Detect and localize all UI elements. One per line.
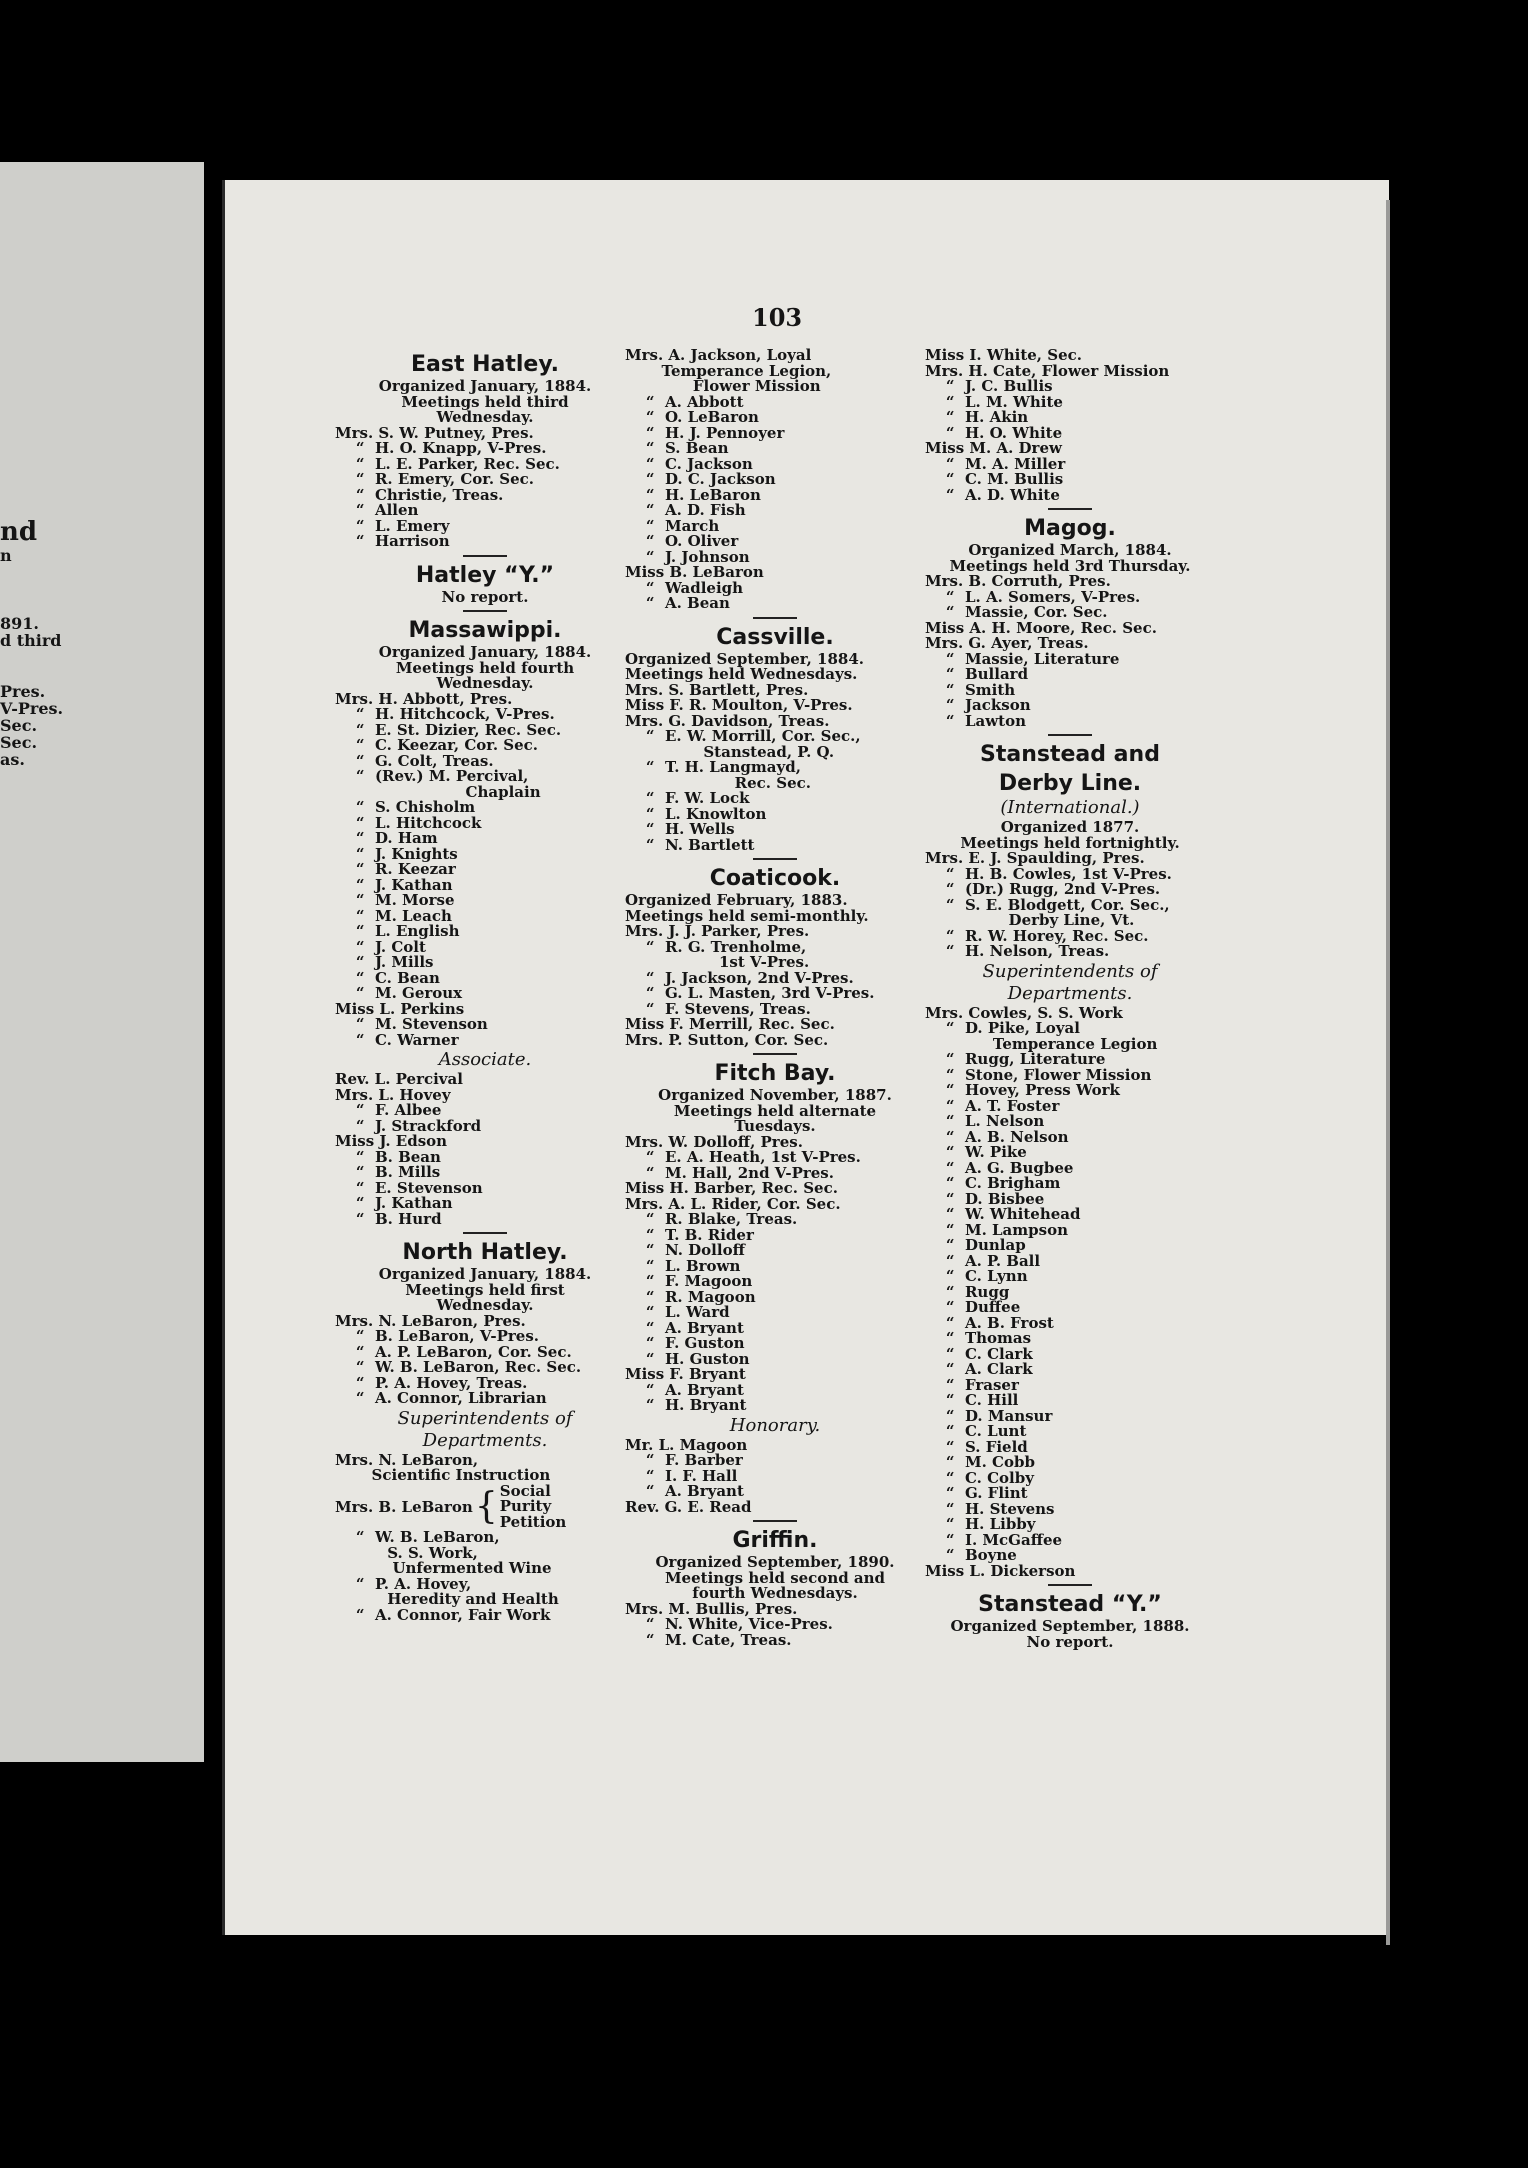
member-entry: “ N. Bartlett (625, 835, 755, 854)
meeting-info: Meetings held alternate (673, 1101, 877, 1120)
member-entry: “ C. Colby (925, 1468, 1034, 1487)
member-entry: “ A. B. Frost (925, 1313, 1054, 1332)
member-entry: “ F. Barber (625, 1451, 743, 1469)
member-entry: “ C. Clark (925, 1344, 1033, 1363)
section-divider (463, 1232, 507, 1234)
member-entry: “ Thomas (925, 1329, 1032, 1347)
member-entry: “ Massie, Literature (925, 649, 1120, 668)
member-entry: “ R. Keezar (335, 860, 456, 878)
member-entry: Mr. L. Magoon (625, 1435, 748, 1454)
branch-heading: East Hatley. (410, 352, 560, 377)
member-entry: Mrs. Cowles, S. S. Work (925, 1003, 1123, 1022)
member-entry: “ J. C. Bullis (925, 377, 1053, 395)
column-right (925, 348, 1215, 1650)
member-entry: “ H. B. Cowles, 1st V-Pres. (925, 864, 1172, 883)
member-entry: Stanstead, P. Q. (625, 742, 835, 761)
prev-page-line-fragment (0, 666, 63, 683)
member-entry: “ W. B. LeBaron, Rec. Sec. (335, 1358, 582, 1376)
meeting-info: Meetings held second and (664, 1568, 886, 1587)
member-entry: “ M. A. Miller (925, 454, 1066, 473)
member-entry: “ H. LeBaron (625, 485, 761, 504)
branch-heading: Coaticook. (709, 866, 841, 891)
member-entry: Chaplain (335, 782, 541, 801)
member-entry: “ I. McGaffee (925, 1530, 1063, 1549)
member-entry: “ W. B. LeBaron, (335, 1528, 500, 1546)
subheading: Superintendents of (397, 1407, 573, 1429)
member-entry: “ O. Oliver (625, 532, 739, 550)
member-entry: “ L. English (335, 922, 460, 940)
member-entry: “ A. G. Bugbee (925, 1158, 1074, 1177)
member-entry: “ R. G. Trenholme, (625, 937, 807, 956)
member-entry: “ C. Keezar, Cor. Sec. (335, 736, 539, 754)
member-entry: “ C. Hill (925, 1391, 1019, 1409)
section-divider (753, 617, 797, 619)
member-entry: “ A. Bean (625, 594, 730, 612)
prev-page-line-fragment: Sec. (0, 733, 38, 752)
member-entry: “ J. Johnson (625, 547, 750, 566)
meeting-info: No report. (1026, 1632, 1114, 1651)
member-entry: “ L. Hitchcock (335, 813, 482, 832)
member-entry: “ Bullard (925, 665, 1029, 683)
member-entry: “ D. C. Jackson (625, 470, 776, 488)
member-entry: “ C. Bean (335, 968, 440, 987)
member-entry: “ Dunlap (925, 1236, 1026, 1254)
member-entry: “ L. Brown (625, 1256, 741, 1275)
brace-items: Social Purity Petition (499, 1481, 567, 1531)
member-entry: Mrs. B. Corruth, Pres. (925, 572, 1111, 590)
member-entry: Meetings held semi-monthly. (625, 906, 869, 925)
member-entry: “ D. Mansur (925, 1406, 1053, 1425)
member-entry: Miss A. H. Moore, Rec. Sec. (925, 618, 1157, 637)
member-entry: Mrs. G. Ayer, Treas. (925, 634, 1089, 652)
member-entry: Organized February, 1883. (625, 891, 848, 909)
member-entry: Mrs. J. J. Parker, Pres. (625, 922, 810, 940)
member-entry: “ R. Blake, Treas. (625, 1210, 798, 1228)
member-entry: “ H. Nelson, Treas. (925, 942, 1110, 960)
meeting-info: fourth Wednesdays. (692, 1584, 858, 1602)
member-entry: “ C. Warner (335, 1030, 459, 1049)
prev-page-line-fragment: d third (0, 631, 62, 650)
member-entry: “ B. Bean (335, 1147, 441, 1166)
meeting-info: Meetings held third (401, 392, 569, 411)
branch-heading: Magog. (1024, 516, 1116, 541)
subheading: Associate. (438, 1049, 532, 1070)
meeting-info: Organized March, 1884. (968, 541, 1172, 559)
meeting-info: Organized January, 1884. (378, 643, 592, 661)
member-entry: “ J. Kathan (335, 875, 453, 894)
member-entry: “ B. Hurd (335, 1209, 442, 1228)
brace-group (335, 1481, 635, 1531)
member-entry: Miss F. Bryant (625, 1365, 746, 1383)
member-entry: “ A. Bryant (625, 1482, 744, 1500)
member-entry: “ I. F. Hall (625, 1466, 738, 1485)
member-entry: “ H. Hitchcock, V-Pres. (335, 705, 555, 723)
member-entry: “ A. Connor, Fair Work (335, 1605, 551, 1624)
member-entry: “ L. A. Somers, V-Pres. (925, 587, 1141, 606)
member-entry: “ A. P. Ball (925, 1251, 1041, 1270)
member-entry: “ H. Wells (625, 820, 735, 838)
subheading: Superintendents of (982, 960, 1158, 982)
prev-page-heading-fragment: nd (0, 517, 38, 547)
prev-page-line-fragment (0, 649, 63, 666)
member-entry: “ Jackson (925, 696, 1031, 714)
member-entry: “ Harrison (335, 532, 450, 550)
member-entry: “ A. Connor, Librarian (335, 1389, 547, 1407)
brace-label: Mrs. B. LeBaron (335, 1497, 473, 1516)
prev-page-line-fragment: V-Pres. (0, 699, 64, 718)
member-entry: “ L. Emery (335, 516, 450, 535)
member-entry: “ Wadleigh (625, 578, 744, 597)
member-entry: Meetings held Wednesdays. (625, 665, 858, 683)
meeting-info: Organized September, 1890. (655, 1553, 895, 1571)
member-entry: “ L. Ward (625, 1303, 730, 1321)
member-entry: Mrs. S. Bartlett, Pres. (625, 680, 809, 699)
branch-heading: Stanstead and (980, 742, 1160, 767)
member-entry: “ R. W. Horey, Rec. Sec. (925, 926, 1149, 945)
member-entry: “ A. Clark (925, 1360, 1033, 1378)
member-entry: Rev. G. E. Read (625, 1497, 752, 1516)
member-entry: “ L. Nelson (925, 1112, 1045, 1130)
member-entry: Mrs. P. Sutton, Cor. Sec. (625, 1030, 829, 1049)
member-entry: “ H. Guston (625, 1349, 750, 1368)
section-divider (753, 1053, 797, 1055)
subheading: Honorary. (729, 1414, 821, 1436)
member-entry: “ A. Bryant (625, 1380, 744, 1399)
member-entry: “ M. Stevenson (335, 1015, 488, 1033)
member-entry: “ Duffee (925, 1298, 1021, 1316)
member-entry: “ S. Bean (625, 439, 729, 457)
member-entry: “ J. Kathan (335, 1194, 453, 1212)
member-entry: Mrs. E. J. Spaulding, Pres. (925, 849, 1145, 867)
member-entry: “ Allen (335, 501, 419, 519)
subheading: (International.) (1000, 797, 1140, 818)
member-entry: Miss J. Edson (335, 1132, 448, 1150)
member-entry: “ A. Bryant (625, 1318, 744, 1337)
member-entry: “ Smith (925, 680, 1016, 699)
member-entry: “ L. M. White (925, 392, 1063, 411)
member-entry: Mrs. A. L. Rider, Cor. Sec. (625, 1194, 841, 1213)
member-entry: “ C. Jackson (625, 454, 753, 473)
member-entry: “ M. Lampson (925, 1220, 1068, 1239)
member-entry: “ T. H. Langmayd, (625, 758, 801, 776)
member-entry: “ F. Albee (335, 1101, 442, 1119)
member-entry: “ H. O. Knapp, V-Pres. (335, 439, 547, 457)
section-divider (1048, 1584, 1092, 1586)
member-entry: Scientific Instruction (335, 1466, 551, 1484)
branch-heading: Massawippi. (408, 618, 562, 643)
member-entry: “ F. Magoon (625, 1272, 753, 1290)
member-entry: Miss F. Merrill, Rec. Sec. (625, 1015, 835, 1033)
member-entry: “ R. Emery, Cor. Sec. (335, 470, 534, 488)
member-entry: Miss F. R. Moulton, V-Pres. (625, 696, 853, 714)
member-entry: “ Rugg, Literature (925, 1050, 1106, 1068)
meeting-info: No report. (441, 587, 529, 606)
member-entry: “ H. J. Pennoyer (625, 423, 785, 442)
brace-symbol: { (474, 1485, 498, 1527)
member-entry: “ A. D. White (925, 485, 1060, 504)
member-entry: “ B. LeBaron, V-Pres. (335, 1327, 539, 1345)
prev-page-line-fragment: as. (0, 750, 25, 769)
member-entry: “ P. A. Hovey, (335, 1574, 472, 1593)
previous-page-text-fragment (0, 517, 63, 768)
member-entry: “ H. O. White (925, 423, 1063, 442)
member-entry: “ L. Knowlton (625, 804, 767, 823)
member-entry: “ J. Knights (335, 844, 458, 863)
meeting-info: Meetings held fortnightly. (960, 833, 1180, 852)
member-entry: “ F. W. Lock (625, 789, 750, 807)
member-entry: “ S. Chisholm (335, 798, 476, 816)
section-divider (463, 610, 507, 612)
member-entry: “ E. A. Heath, 1st V-Pres. (625, 1148, 861, 1166)
member-entry: “ C. Brigham (925, 1174, 1061, 1192)
prev-page-line-fragment: Pres. (0, 682, 46, 701)
member-entry: “ F. Guston (625, 1334, 745, 1352)
member-entry: “ M. Cate, Treas. (625, 1630, 792, 1649)
member-entry: Miss M. A. Drew (925, 439, 1062, 457)
page-edge-shadow (1386, 200, 1390, 1945)
member-entry: “ T. B. Rider (625, 1225, 754, 1244)
branch-heading: Fitch Bay. (714, 1061, 836, 1086)
member-entry: “ N. Dolloff (625, 1241, 745, 1259)
member-entry: “ C. Lunt (925, 1422, 1027, 1440)
member-entry: “ W. Pike (925, 1143, 1027, 1161)
member-entry: “ S. E. Blodgett, Cor. Sec., (925, 895, 1170, 914)
prev-page-line-fragment: n (0, 546, 12, 565)
member-entry: “ A. Abbott (625, 392, 744, 411)
meeting-info: Meetings held fourth (395, 658, 575, 677)
member-entry: “ M. Leach (335, 906, 452, 925)
member-entry: Derby Line, Vt. (925, 911, 1135, 929)
member-entry: “ F. Stevens, Treas. (625, 999, 811, 1018)
member-entry: Mrs. W. Dolloff, Pres. (625, 1132, 803, 1151)
meeting-info: Tuesdays. (734, 1117, 816, 1135)
member-entry: Mrs. H. Cate, Flower Mission (925, 361, 1170, 380)
section-divider (753, 858, 797, 860)
member-entry: Mrs. A. Jackson, Loyal (625, 346, 812, 364)
member-entry: Temperance Legion (925, 1034, 1158, 1053)
member-entry: “ Stone, Flower Mission (925, 1065, 1152, 1084)
member-entry: “ P. A. Hovey, Treas. (335, 1373, 528, 1392)
member-entry: “ O. LeBaron (625, 408, 759, 426)
branch-heading: Griffin. (732, 1528, 818, 1553)
prev-page-line-fragment (0, 581, 63, 598)
member-entry: “ M. Geroux (335, 984, 463, 1002)
member-entry: “ G. Colt, Treas. (335, 751, 494, 770)
member-entry: “ L. E. Parker, Rec. Sec. (335, 454, 560, 473)
member-entry: Miss L. Dickerson (925, 1561, 1076, 1580)
member-entry: “ D. Ham (335, 829, 438, 847)
member-entry: Miss I. White, Sec. (925, 346, 1082, 364)
member-entry: “ H. Libby (925, 1515, 1036, 1533)
member-entry: Temperance Legion, (625, 361, 832, 380)
meeting-info: Wednesday. (436, 674, 534, 692)
member-entry: “ M. Cobb (925, 1453, 1035, 1471)
member-entry: “ D. Pike, Loyal (925, 1019, 1080, 1037)
meeting-info: Organized January, 1884. (378, 377, 592, 395)
prev-page-line-fragment: 891. (0, 614, 39, 633)
branch-heading: Cassville. (716, 624, 834, 650)
member-entry: Mrs. M. Bullis, Pres. (625, 1599, 798, 1618)
prev-page-line-fragment (0, 564, 63, 581)
member-entry: Miss B. LeBaron (625, 563, 764, 581)
page-number: 103 (752, 303, 803, 332)
member-entry: “ J. Mills (335, 953, 434, 971)
member-entry: Mrs. L. Hovey (335, 1085, 451, 1104)
meeting-info: Organized January, 1884. (378, 1265, 592, 1283)
member-entry: “ (Dr.) Rugg, 2nd V-Pres. (925, 880, 1161, 898)
member-entry: “ E. St. Dizier, Rec. Sec. (335, 720, 562, 739)
member-entry: “ J. Strackford (335, 1116, 482, 1135)
meeting-info: Meetings held 3rd Thursday. (949, 556, 1191, 575)
member-entry: Miss L. Perkins (335, 999, 465, 1018)
member-entry: “ S. Field (925, 1437, 1028, 1456)
member-entry: “ J. Jackson, 2nd V-Pres. (625, 968, 854, 987)
meeting-info: Organized November, 1887. (658, 1086, 892, 1104)
section-divider (463, 555, 507, 557)
member-entry: S. S. Work, (335, 1543, 478, 1562)
member-entry: “ E. W. Morrill, Cor. Sec., (625, 727, 861, 745)
meeting-info: Wednesday. (436, 408, 534, 426)
meeting-info: Organized September, 1888. (950, 1617, 1190, 1635)
member-entry: Rev. L. Percival (335, 1070, 463, 1088)
member-entry: Flower Mission (625, 377, 821, 395)
member-entry: “ M. Hall, 2nd V-Pres. (625, 1163, 834, 1182)
column-left (335, 348, 635, 1623)
member-entry: “ Christie, Treas. (335, 485, 504, 504)
member-entry: “ M. Morse (335, 891, 455, 909)
member-entry: “ R. Magoon (625, 1287, 756, 1306)
meeting-info: Wednesday. (436, 1296, 534, 1314)
member-entry: “ C. Lynn (925, 1267, 1028, 1285)
meeting-info: Organized 1877. (1000, 818, 1140, 836)
member-entry: “ (Rev.) M. Percival, (335, 767, 529, 785)
branch-heading: Stanstead “Y.” (978, 1592, 1162, 1617)
previous-page-edge (0, 162, 204, 1762)
member-entry: Mrs. S. W. Putney, Pres. (335, 423, 534, 442)
subheading: Departments. (422, 1429, 548, 1451)
branch-heading: Derby Line. (998, 771, 1142, 796)
member-entry: “ A. P. LeBaron, Cor. Sec. (335, 1342, 572, 1361)
member-entry: “ E. Stevenson (335, 1178, 483, 1197)
section-divider (1048, 734, 1092, 736)
member-entry: Unfermented Wine (335, 1559, 552, 1577)
member-entry: “ D. Bisbee (925, 1189, 1045, 1208)
member-entry: Organized September, 1884. (625, 649, 865, 668)
member-entry: “ W. Whitehead (925, 1205, 1081, 1223)
member-entry: “ A. D. Fish (625, 501, 746, 519)
branch-heading: Hatley “Y.” (415, 562, 555, 588)
member-entry: “ N. White, Vice-Pres. (625, 1615, 833, 1633)
column-middle (625, 348, 925, 1648)
member-entry: “ H. Bryant (625, 1396, 747, 1414)
member-entry: “ C. M. Bullis (925, 470, 1064, 488)
member-entry: “ G. Flint (925, 1484, 1028, 1502)
member-entry: “ A. B. Nelson (925, 1127, 1069, 1146)
meeting-info: Meetings held first (405, 1280, 565, 1299)
member-entry: “ Boyne (925, 1546, 1017, 1564)
member-entry: “ March (625, 516, 720, 535)
member-entry: “ H. Stevens (925, 1499, 1055, 1518)
member-entry: “ A. T. Foster (925, 1096, 1060, 1115)
member-entry: “ Fraser (925, 1375, 1019, 1394)
section-divider (753, 1520, 797, 1522)
member-entry: Miss H. Barber, Rec. Sec. (625, 1179, 838, 1197)
prev-page-line-fragment: Sec. (0, 716, 38, 735)
member-entry: “ G. L. Masten, 3rd V-Pres. (625, 984, 875, 1002)
member-entry: “ B. Mills (335, 1163, 441, 1181)
member-entry: “ Massie, Cor. Sec. (925, 603, 1108, 621)
member-entry: Mrs. H. Abbott, Pres. (335, 689, 513, 708)
branch-heading: North Hatley. (402, 1240, 568, 1265)
member-entry: “ Hovey, Press Work (925, 1081, 1120, 1099)
member-entry: 1st V-Pres. (625, 953, 810, 971)
member-entry: Mrs. N. LeBaron, Pres. (335, 1311, 526, 1330)
subheading: Departments. (1007, 982, 1133, 1004)
member-entry: Mrs. G. Davidson, Treas. (625, 711, 830, 730)
member-entry: “ Lawton (925, 711, 1026, 730)
prev-page-line-fragment (0, 598, 63, 615)
member-entry: “ H. Akin (925, 408, 1029, 426)
member-entry: Mrs. N. LeBaron, (335, 1450, 479, 1469)
member-entry: “ J. Colt (335, 937, 426, 956)
member-entry: “ Rugg (925, 1282, 1010, 1301)
member-entry: Rec. Sec. (625, 773, 811, 792)
member-entry: Heredity and Health (335, 1590, 559, 1608)
section-divider (1048, 508, 1092, 510)
